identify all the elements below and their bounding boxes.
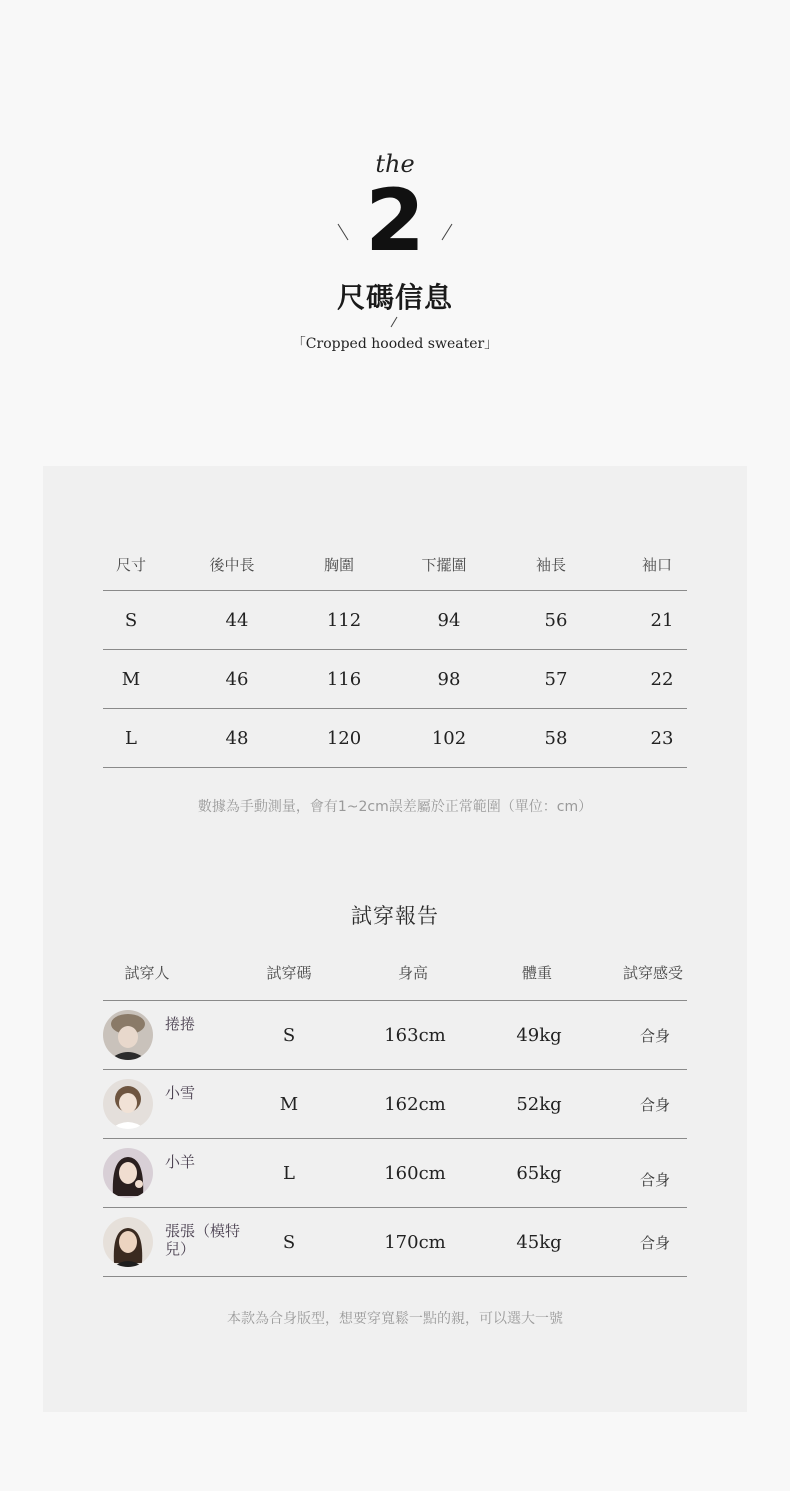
fit-value: 合身 (639, 1233, 670, 1252)
decorative-slash-left (336, 222, 350, 242)
size-label: S (124, 609, 138, 631)
decorative-slash-small (389, 316, 399, 328)
header-size: 尺寸 (115, 555, 146, 574)
table-row (103, 709, 687, 768)
measurement-note: 數據為手動測量，會有1~2cm誤差屬於正常範圍（單位：cm） (197, 799, 593, 815)
header-chest: 胸圍 (323, 555, 354, 574)
hem-value: 94 (437, 609, 461, 631)
avatar-photo-2-icon (103, 1079, 153, 1129)
height-value: 160cm (384, 1162, 446, 1184)
tester-name: 小羊 (165, 1153, 196, 1171)
chest-value: 116 (326, 668, 362, 690)
header-back-length: 後中長 (209, 555, 255, 574)
fit-value: 合身 (639, 1095, 670, 1114)
header-weight: 體重 (521, 963, 552, 982)
table-row (103, 1001, 687, 1070)
tester-name: 張張（模特兒） (165, 1222, 241, 1258)
weight-value: 52kg (516, 1093, 562, 1115)
height-value: 162cm (384, 1093, 446, 1115)
back-length-value: 48 (225, 727, 249, 749)
try-report-header (103, 944, 687, 1001)
size-info-panel (43, 466, 747, 1412)
hem-value: 98 (437, 668, 461, 690)
page-title: 尺碼信息 (336, 281, 453, 314)
header-cuff: 袖口 (641, 555, 672, 574)
weight-value: 45kg (516, 1231, 562, 1253)
height-value: 170cm (384, 1231, 446, 1253)
header-height: 身高 (397, 963, 428, 982)
header-try-size: 試穿碼 (266, 963, 312, 982)
size-label: M (121, 668, 141, 690)
try-size-value: S (282, 1231, 296, 1253)
weight-value: 49kg (516, 1024, 562, 1046)
avatar-photo-1-icon (103, 1010, 153, 1060)
fit-value: 合身 (639, 1170, 670, 1189)
try-size-value: S (282, 1024, 296, 1046)
section-number: 2 (365, 171, 425, 271)
table-row (103, 591, 687, 650)
the-word: the (375, 150, 415, 178)
table-row (103, 1070, 687, 1139)
fit-advice-note: 本款為合身版型，想要穿寬鬆一點的親，可以選大一號 (227, 1311, 563, 1327)
decorative-slash-right (440, 222, 454, 242)
fit-value: 合身 (639, 1026, 670, 1045)
header-sleeve-length: 袖長 (535, 555, 566, 574)
cuff-value: 23 (650, 727, 674, 749)
sleeve-length-value: 57 (544, 668, 568, 690)
cuff-value: 21 (650, 609, 674, 631)
sleeve-length-value: 58 (544, 727, 568, 749)
avatar-photo-3-icon (103, 1148, 153, 1198)
header-tester: 試穿人 (124, 963, 170, 982)
header-feeling: 試穿感受 (622, 963, 683, 982)
try-report-table (103, 944, 687, 1277)
size-table (103, 538, 687, 768)
section-header (0, 0, 790, 420)
chest-value: 112 (326, 609, 362, 631)
size-label: L (125, 727, 137, 749)
avatar-photo-4-icon (103, 1217, 153, 1267)
height-value: 163cm (384, 1024, 446, 1046)
size-table-header (103, 538, 687, 591)
table-row (103, 650, 687, 709)
chest-value: 120 (326, 727, 362, 749)
product-subtitle: 「Cropped hooded sweater」 (291, 336, 499, 352)
cuff-value: 22 (650, 668, 674, 690)
weight-value: 65kg (516, 1162, 562, 1184)
table-row (103, 1208, 687, 1277)
hem-value: 102 (431, 727, 467, 749)
tester-name: 捲捲 (165, 1015, 196, 1033)
back-length-value: 46 (225, 668, 249, 690)
back-length-value: 44 (225, 609, 249, 631)
try-size-value: L (283, 1162, 295, 1184)
tester-name: 小雪 (165, 1084, 196, 1102)
header-hem: 下擺圍 (421, 555, 467, 574)
try-size-value: M (279, 1093, 299, 1115)
sleeve-length-value: 56 (544, 609, 568, 631)
try-report-title: 試穿報告 (351, 904, 439, 928)
table-row (103, 1139, 687, 1208)
